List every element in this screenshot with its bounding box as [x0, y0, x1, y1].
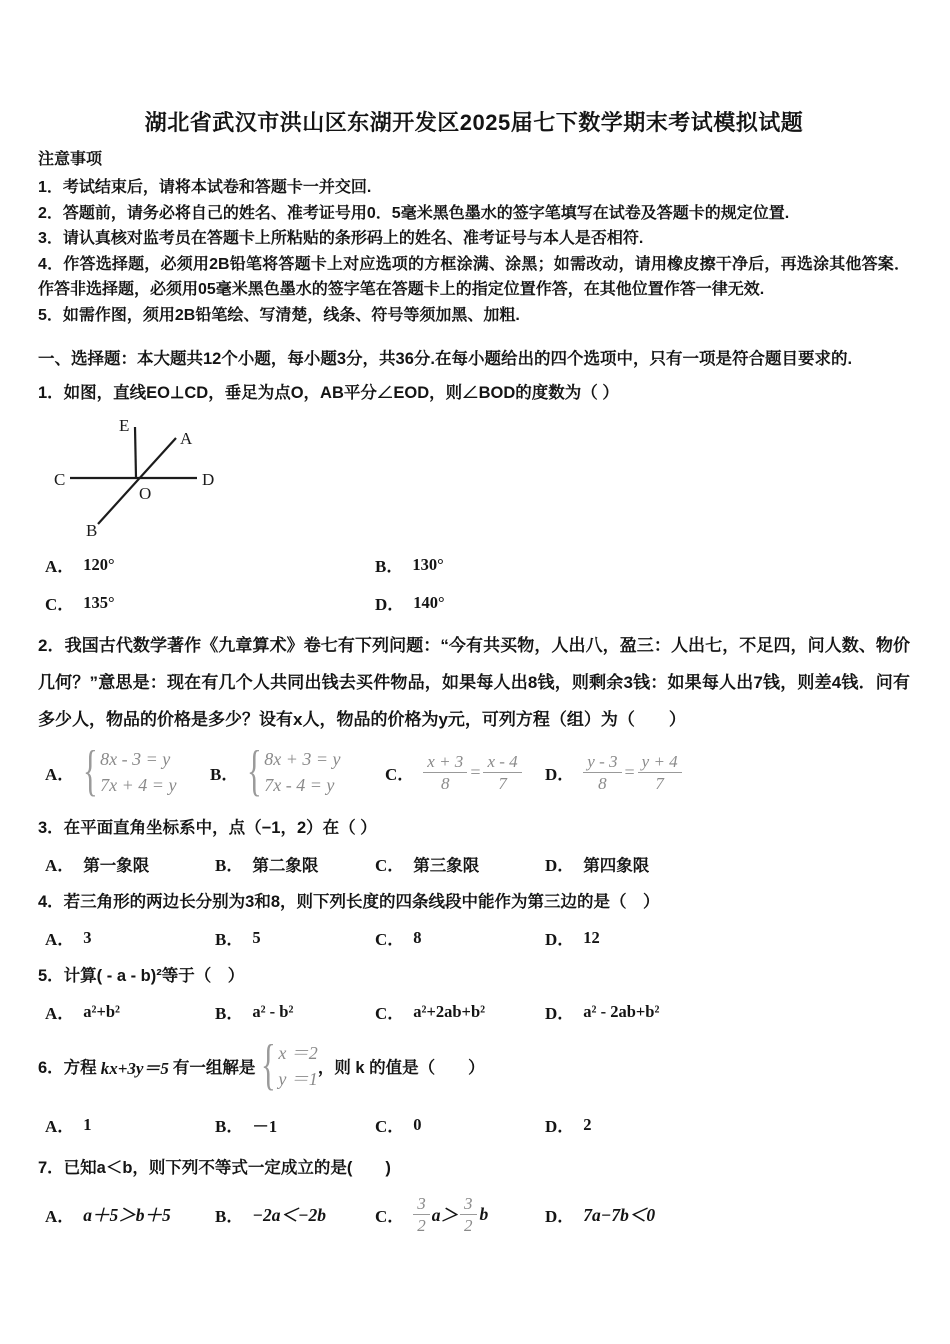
- q1-option-c: [45, 590, 375, 615]
- system-lines: [264, 746, 340, 798]
- option-value: －1: [252, 1116, 278, 1136]
- option-value: 140°: [413, 592, 445, 612]
- option-value: −2a＜−2b: [252, 1205, 327, 1225]
- equation-2: 7x + 4 = y: [100, 775, 177, 795]
- q6-text-pre1: 6．方程: [38, 1059, 97, 1077]
- q7-option-a: [45, 1202, 215, 1227]
- fraction: [423, 751, 467, 794]
- option-letter: A．: [45, 856, 75, 875]
- option-letter: D．: [545, 764, 575, 784]
- question-1-figure: [42, 411, 232, 543]
- line-BA: [98, 438, 176, 524]
- fraction: [483, 751, 521, 794]
- question-4-options: [38, 925, 910, 950]
- q7-option-d: [545, 1202, 655, 1227]
- numerator: y - 3: [587, 751, 618, 771]
- option-value: 0: [413, 1114, 422, 1134]
- numerator: 3: [464, 1194, 473, 1213]
- q1-option-d: [375, 590, 910, 615]
- fraction: [413, 1193, 430, 1236]
- question-1-options: [38, 552, 910, 615]
- equation-system: [261, 1034, 318, 1097]
- q3-option-a: [45, 851, 215, 876]
- option-letter: A．: [45, 1117, 75, 1136]
- question-7-text: 7．已知a＜b，则下列不等式一定成立的是( ): [38, 1159, 391, 1177]
- question-2-text: 2．我国古代数学著作《九章算术》卷七有下列问题：“今有共买物，人出八，盈三：人出七，不足四，问人数、物价几何？”意思是：现在有几个人共同出钱去买件物品，如果每人出8钱，则剩余3钱：如果每人出7钱，则差4钱．问有多少人，物品的价格是多少？设有x人，物品的价格为y元，可列方程（组）为（ ）: [38, 636, 910, 729]
- q5-option-d: [545, 999, 910, 1024]
- page-title: 湖北省武汉市洪山区东湖开发区2025届七下数学期末考试模拟试题: [144, 110, 804, 135]
- equation-1: 8x - 3 = y: [100, 749, 171, 769]
- question-7-options: [38, 1193, 910, 1236]
- option-value: 2: [583, 1114, 592, 1134]
- figure-label-O: O: [139, 484, 152, 503]
- q1-option-b: [375, 552, 910, 577]
- section-1-heading: 一、选择题：本大题共12个小题，每小题3分，共36分.在每小题给出的四个选项中，只有一项是符合题目要求的.: [38, 350, 853, 368]
- numerator: y + 4: [641, 751, 678, 771]
- denominator: 7: [483, 772, 521, 794]
- equation-system: [247, 740, 341, 803]
- option-value: a² - b²: [252, 1001, 294, 1021]
- option-letter: D．: [545, 1117, 575, 1136]
- option-letter: A．: [45, 764, 75, 784]
- q4-option-d: [545, 925, 910, 950]
- notice-item-2: 2．答题前，请务必将自己的姓名、准考证号用0．5毫米黑色墨水的签字笔填写在试卷及答题卡的规定位置.: [38, 204, 790, 222]
- option-value: a²+2ab+b²: [413, 1001, 486, 1021]
- option-letter: D．: [545, 1004, 575, 1023]
- option-letter: B．: [215, 930, 244, 949]
- figure-label-E: E: [119, 416, 130, 435]
- q5-option-b: [215, 999, 375, 1024]
- denominator: 2: [460, 1214, 477, 1236]
- option-value-mid: a＞: [431, 1205, 459, 1225]
- option-value: 3: [83, 927, 92, 947]
- option-letter: C．: [375, 930, 405, 949]
- line-EO: [135, 427, 136, 478]
- option-value: 120°: [83, 554, 115, 574]
- option-letter: C．: [385, 764, 415, 784]
- option-value: 第一象限: [83, 856, 150, 875]
- q6-option-d: [545, 1112, 910, 1137]
- q6-text-post: ，则 k 的值是（ ）: [317, 1059, 485, 1077]
- option-letter: B．: [210, 764, 239, 784]
- q6-inline-equation: kx+3y＝5: [100, 1058, 169, 1078]
- option-value: 1: [83, 1114, 92, 1134]
- q3-option-d: [545, 851, 910, 876]
- equals-sign: =: [624, 761, 635, 782]
- option-value: a²+b²: [83, 1001, 121, 1021]
- option-value: 5: [252, 927, 261, 947]
- option-value: 第三象限: [413, 856, 480, 875]
- system-lines: [278, 1040, 318, 1092]
- figure-label-C: C: [54, 470, 66, 489]
- option-letter: D．: [545, 930, 575, 949]
- fraction: [583, 751, 621, 794]
- question-3-options: [38, 851, 910, 876]
- notice-item-5: 5．如需作图，须用2B铅笔绘、写清楚，线条、符号等须加黑、加粗.: [38, 306, 520, 324]
- option-value: 第四象限: [583, 856, 650, 875]
- option-letter: C．: [375, 1004, 405, 1023]
- notice-item-1: 1．考试结束后，请将本试卷和答题卡一并交回.: [38, 179, 372, 196]
- option-value: a² - 2ab+b²: [583, 1001, 660, 1021]
- q1-option-a: [45, 552, 375, 577]
- option-value: a＋5＞b＋5: [83, 1205, 171, 1225]
- question-2-options: [38, 740, 910, 803]
- q2-option-b: [210, 740, 385, 803]
- system-lines: [100, 746, 176, 798]
- option-letter: C．: [375, 1117, 405, 1136]
- q4-option-b: [215, 925, 375, 950]
- option-letter: A．: [45, 930, 75, 949]
- option-value-end: b: [479, 1204, 489, 1224]
- q2-option-d: [545, 751, 682, 794]
- question-3-text: 3．在平面直角坐标系中，点（−1，2）在（ ）: [38, 819, 377, 837]
- equation-2: y ＝1: [278, 1069, 318, 1089]
- option-letter: B．: [215, 1207, 244, 1226]
- numerator: 3: [417, 1194, 426, 1213]
- denominator: 2: [413, 1214, 430, 1236]
- question-4-text: 4．若三角形的两边长分别为3和8，则下列长度的四条线段中能作为第三边的是（ ）: [38, 893, 660, 911]
- fraction: [638, 751, 682, 794]
- equation-1: 8x + 3 = y: [264, 749, 341, 769]
- option-value: 12: [583, 927, 600, 947]
- q5-option-c: [375, 999, 545, 1024]
- q5-option-a: [45, 999, 215, 1024]
- option-letter: D．: [545, 1207, 575, 1226]
- option-letter: B．: [375, 557, 404, 576]
- option-value: 第二象限: [252, 856, 319, 875]
- denominator: 7: [638, 772, 682, 794]
- q4-option-a: [45, 925, 215, 950]
- equation-system: [83, 740, 177, 803]
- denominator: 8: [423, 772, 467, 794]
- question-6-options: [38, 1112, 910, 1137]
- figure-label-B: B: [86, 521, 98, 540]
- question-6-text: [38, 1034, 910, 1097]
- notice-item-4: 4．作答选择题，必须用2B铅笔将答题卡上对应选项的方框涂满、涂黑；如需改动，请用橡皮擦干净后，再选涂其他答案．作答非选择题，必须用05毫米黑色墨水的签字笔在答题卡上的指定位置作答，在其他位置作答一律无效.: [38, 255, 910, 298]
- option-letter: C．: [375, 1207, 405, 1226]
- denominator: 8: [583, 772, 621, 794]
- option-letter: B．: [215, 1117, 244, 1136]
- equation-1: x ＝2: [278, 1043, 318, 1063]
- equation-2: 7x - 4 = y: [264, 775, 335, 795]
- question-5-text: 5．计算( - a - b)²等于（ ）: [38, 967, 245, 985]
- option-value: 135°: [83, 592, 115, 612]
- question-1-text: 1．如图，直线EO⊥CD，垂足为点O，AB平分∠EOD，则∠BOD的度数为（ ）: [38, 384, 619, 402]
- fraction: [460, 1193, 477, 1236]
- figure-label-D: D: [202, 470, 215, 489]
- option-value: 8: [413, 927, 422, 947]
- equals-sign: =: [470, 761, 481, 782]
- option-letter: C．: [45, 595, 75, 614]
- option-letter: B．: [215, 856, 244, 875]
- numerator: x + 3: [427, 751, 464, 771]
- numerator: x - 4: [487, 751, 518, 771]
- brace-glyph: {: [247, 740, 263, 803]
- option-letter: C．: [375, 856, 405, 875]
- option-letter: D．: [545, 856, 575, 875]
- q6-option-b: [215, 1112, 375, 1137]
- brace-glyph: {: [83, 740, 99, 803]
- option-letter: A．: [45, 557, 75, 576]
- q3-option-c: [375, 851, 545, 876]
- brace-glyph: {: [261, 1034, 277, 1097]
- notice-heading: 注意事项: [38, 151, 103, 168]
- q2-option-a: [45, 740, 210, 803]
- q7-option-b: [215, 1202, 375, 1227]
- option-letter: B．: [215, 1004, 244, 1023]
- q3-option-b: [215, 851, 375, 876]
- notice-item-3: 3．请认真核对监考员在答题卡上所粘贴的条形码上的姓名、准考证号与本人是否相符.: [38, 230, 644, 247]
- q6-text-pre2: 有一组解是: [172, 1059, 256, 1077]
- q7-option-c: [375, 1193, 545, 1236]
- figure-label-A: A: [180, 429, 193, 448]
- q6-option-c: [375, 1112, 545, 1137]
- q6-option-a: [45, 1112, 215, 1137]
- q4-option-c: [375, 925, 545, 950]
- option-value: 130°: [412, 554, 444, 574]
- option-letter: A．: [45, 1207, 75, 1226]
- option-value: 7a−7b＜0: [583, 1205, 656, 1225]
- option-letter: D．: [375, 595, 405, 614]
- q2-option-c: [385, 751, 545, 794]
- question-5-options: [38, 999, 910, 1024]
- option-letter: A．: [45, 1004, 75, 1023]
- notice-section: [38, 148, 910, 328]
